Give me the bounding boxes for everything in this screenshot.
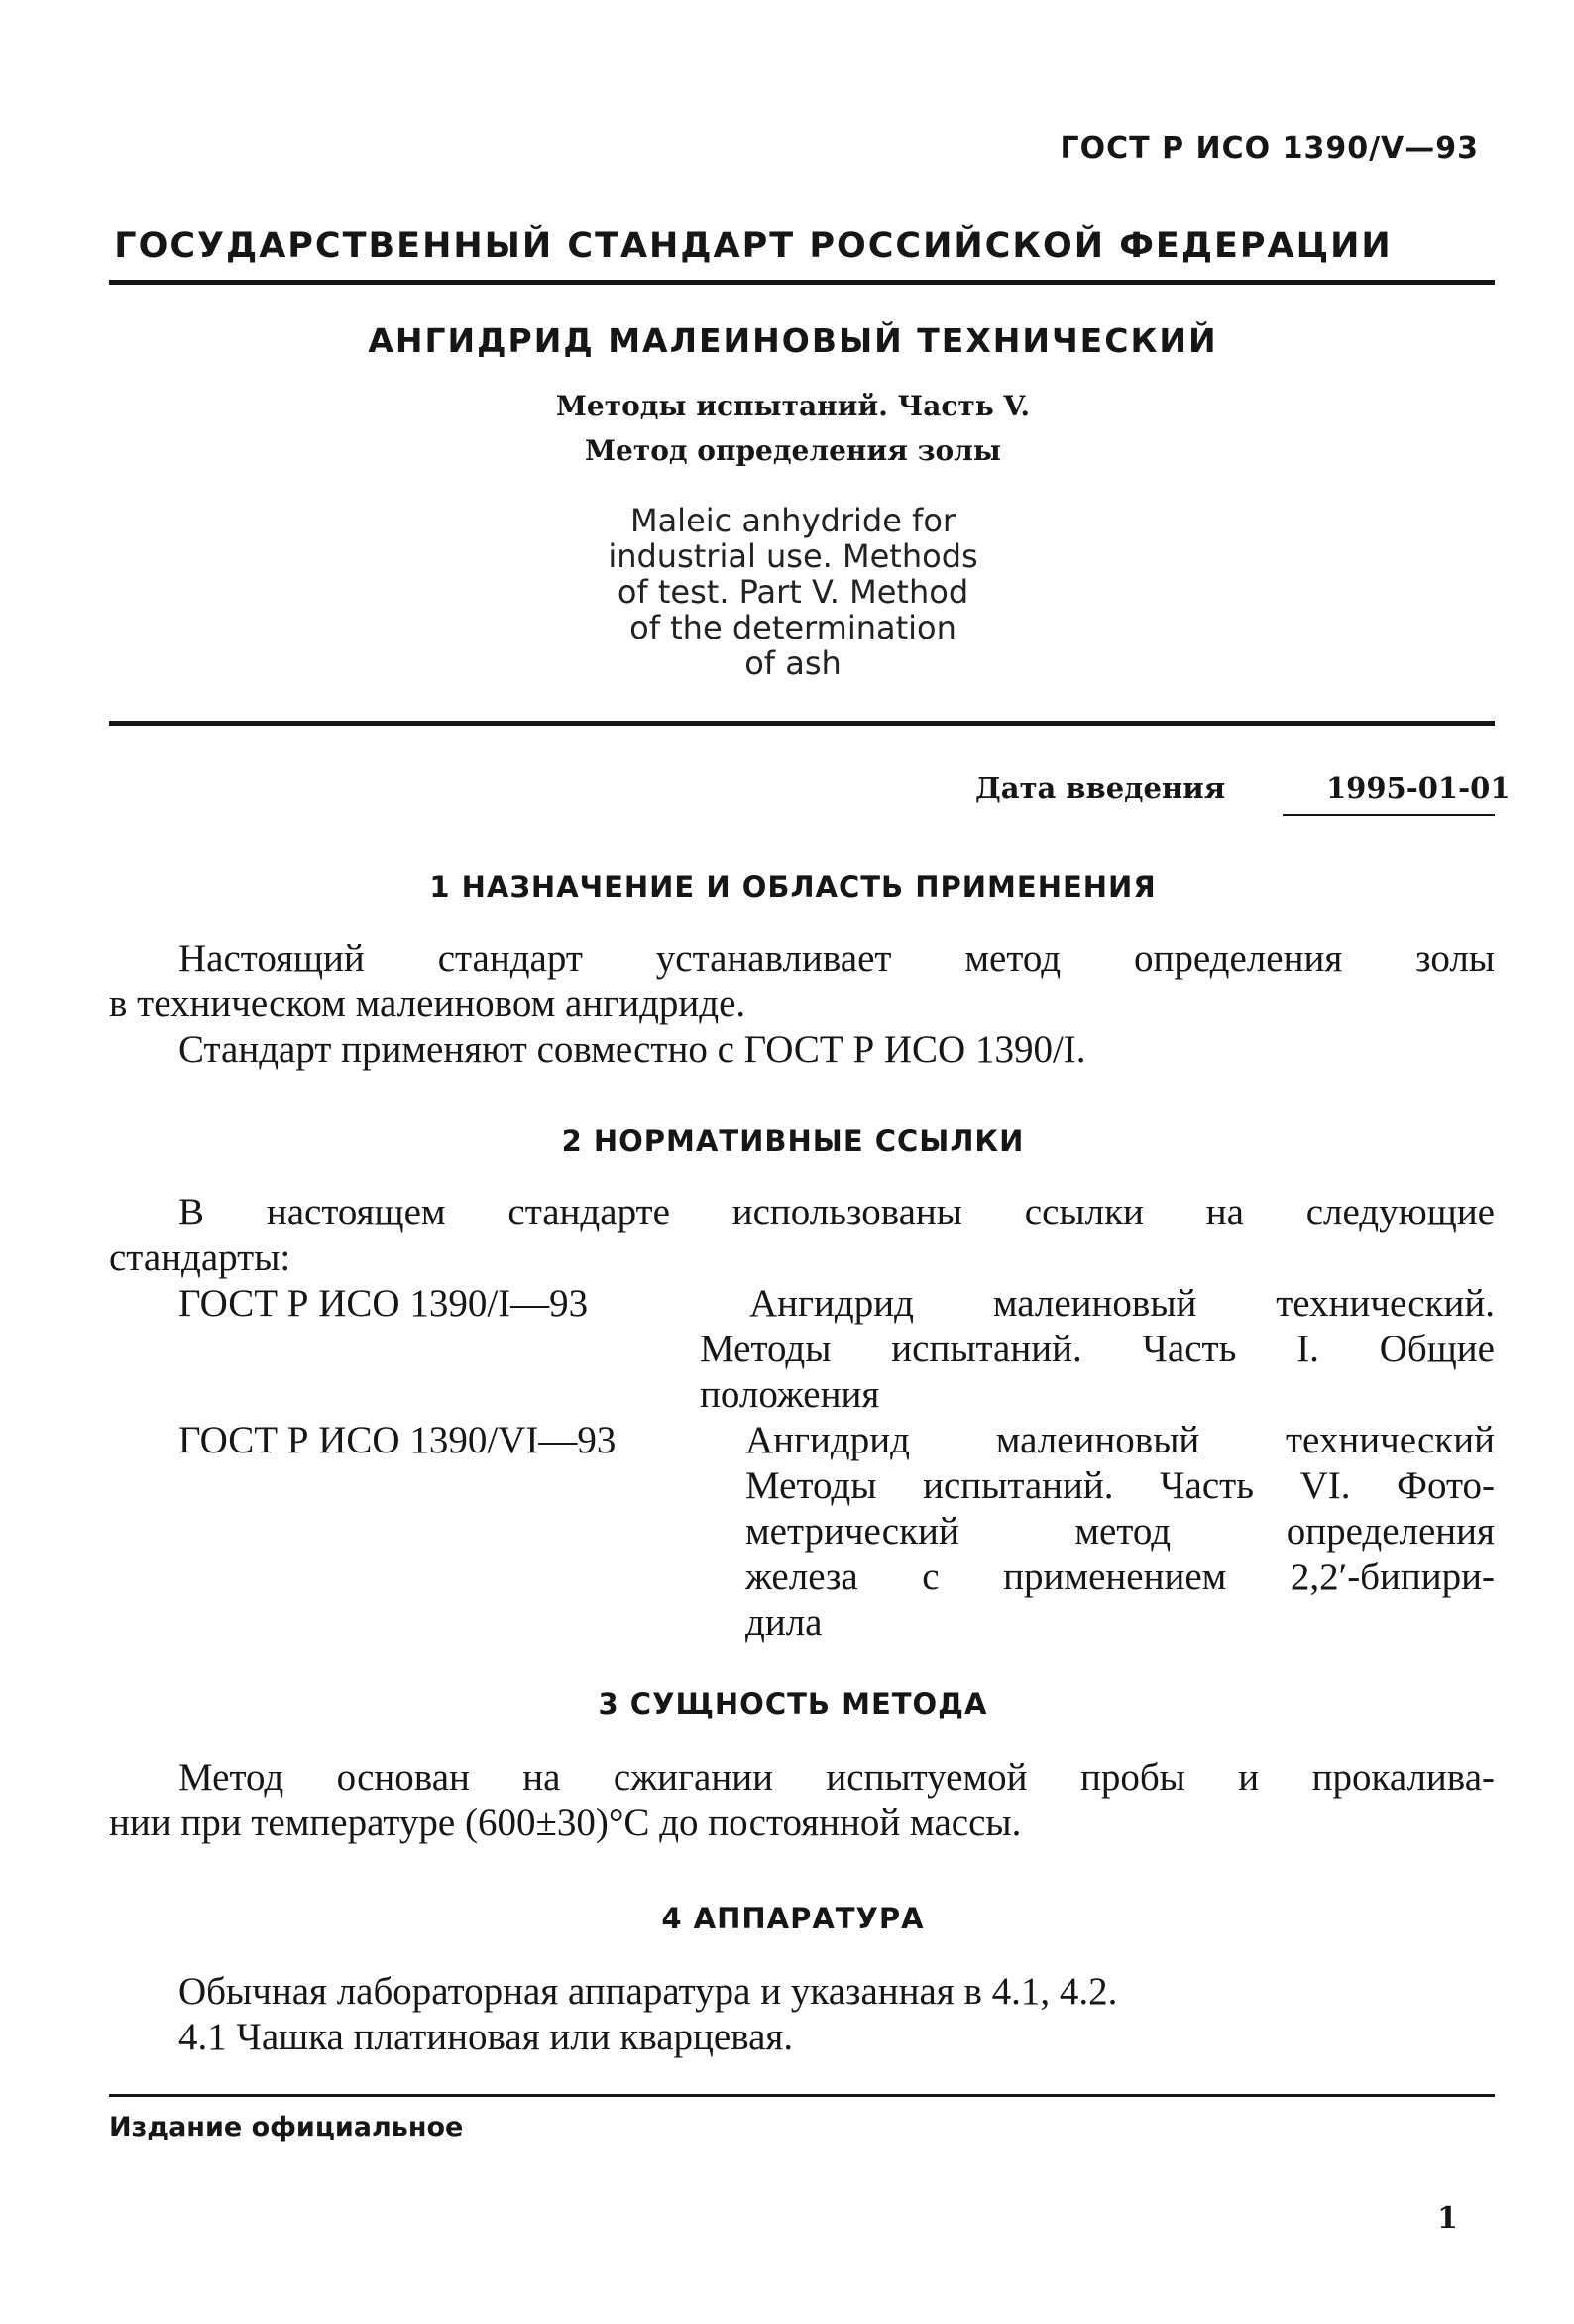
document-title: АНГИДРИД МАЛЕИНОВЫЙ ТЕХНИЧЕСКИЙ [368,321,1218,360]
reference-1-title-line: Ангидрид малеиновый технический. [749,1282,1495,1325]
reference-2-code: ГОСТ Р ИСО 1390/VI—93 [178,1419,617,1461]
section-1-paragraph-line: в техническом малеиновом ангидриде. [109,983,746,1025]
section-3-paragraph-line: Метод основан на сжигании испытуемой пробы и прокалива- [178,1756,1495,1799]
english-title-line: of test. Part V. Method [617,573,969,611]
reference-2-title-line: железа с применением 2,2′-бипири- [745,1556,1495,1598]
header-rule [109,280,1495,285]
intro-date-value: 1995-01-01 [1326,771,1511,805]
section-3-paragraph-line: нии при температуре (600±30)°С до постоянной массы. [109,1801,1022,1844]
english-title-line: Maleic anhydride for [629,502,956,539]
english-title [535,503,1051,681]
section-1-paragraph: Стандарт применяют совместно с ГОСТ Р ИСО 1390/I. [178,1028,1086,1071]
section-4-paragraph: Обычная лабораторная аппаратура и указанная в 4.1, 4.2. [178,1970,1118,2013]
section-1-heading: 1 НАЗНАЧЕНИЕ И ОБЛАСТЬ ПРИМЕНЕНИЯ [429,871,1157,904]
reference-1-title-line: Методы испытаний. Часть I. Общие [700,1328,1495,1370]
section-4-item-4-1: 4.1 Чашка платиновая или кварцевая. [178,2016,794,2058]
section-4-heading: 4 АППАРАТУРА [661,1902,925,1935]
reference-2-title-line: Методы испытаний. Часть VI. Фото- [745,1464,1495,1507]
english-title-line: industrial use. Methods [608,537,978,575]
document-number: ГОСТ Р ИСО 1390/V—93 [1060,131,1479,166]
intro-date-label: Дата введения [975,771,1226,805]
reference-2-title-line: дила [745,1601,823,1644]
document-subtitle-line1: Методы испытаний. Часть V. [555,390,1031,422]
reference-1-title-line: положения [700,1373,880,1416]
english-title-line: of the determination [629,609,956,646]
intro-date-underline [1283,814,1495,816]
standard-title: ГОСУДАРСТВЕННЫЙ СТАНДАРТ РОССИЙСКОЙ ФЕДЕРАЦИИ [114,226,1393,266]
reference-2-title-line: Ангидрид малеиновый технический [745,1419,1495,1461]
english-title-line: of ash [744,644,842,682]
section-1-paragraph-line: Настоящий стандарт устанавливает метод определения золы [178,937,1495,980]
reference-2-title-line: метрический метод определения [745,1510,1495,1553]
reference-1-title [700,1281,1495,1418]
title-rule [109,721,1495,726]
edition-label: Издание официальное [109,2112,464,2143]
section-2-intro-line: В настоящем стандарте использованы ссылки на следующие [178,1191,1495,1233]
page-number: 1 [1437,2201,1458,2236]
section-2-intro-line: стандарты: [109,1236,291,1279]
document-subtitle-line2: Метод определения золы [585,434,1001,467]
reference-1-code: ГОСТ Р ИСО 1390/I—93 [178,1282,589,1325]
section-3-heading: 3 СУЩНОСТЬ МЕТОДА [598,1687,988,1721]
footer-rule [109,2094,1495,2097]
section-2-heading: 2 НОРМАТИВНЫЕ ССЫЛКИ [561,1124,1025,1158]
reference-2-title [745,1418,1495,1646]
